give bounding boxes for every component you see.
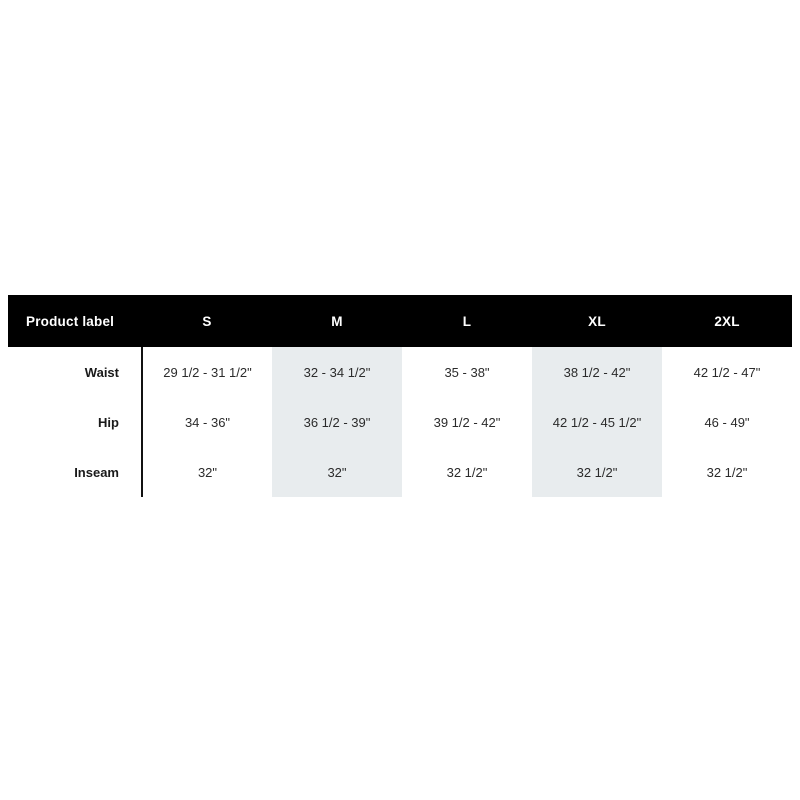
table-row — [8, 347, 792, 397]
cell-inseam-xl: 32 1/2" — [532, 447, 662, 497]
header-row — [8, 295, 792, 347]
cell-hip-m: 36 1/2 - 39" — [272, 397, 402, 447]
table-body — [8, 347, 792, 497]
table-row — [8, 397, 792, 447]
cell-inseam-l: 32 1/2" — [446, 464, 488, 480]
cell-waist-m: 32 - 34 1/2" — [272, 347, 402, 397]
size-chart — [8, 295, 792, 497]
header-size-l: L — [462, 313, 472, 329]
row-label-inseam: Inseam — [8, 447, 142, 497]
header-product-label: Product label — [26, 313, 115, 329]
size-chart-table — [8, 295, 792, 497]
cell-inseam-s: 32" — [197, 464, 218, 480]
cell-hip-l: 39 1/2 - 42" — [433, 414, 501, 430]
cell-waist-s: 29 1/2 - 31 1/2" — [163, 364, 252, 380]
row-label-waist: Waist — [8, 347, 142, 397]
cell-hip-s: 34 - 36" — [184, 414, 231, 430]
header-size-2xl: 2XL — [714, 313, 740, 329]
cell-inseam-m: 32" — [272, 447, 402, 497]
cell-waist-xl: 38 1/2 - 42" — [532, 347, 662, 397]
row-label-hip: Hip — [8, 397, 142, 447]
cell-hip-2xl: 46 - 49" — [704, 414, 750, 430]
header-size-m: M — [331, 313, 343, 329]
cell-waist-2xl: 42 1/2 - 47" — [693, 364, 761, 380]
header-size-s: S — [202, 313, 212, 329]
cell-hip-xl: 42 1/2 - 45 1/2" — [532, 397, 662, 447]
cell-waist-l: 35 - 38" — [444, 364, 490, 380]
cell-inseam-2xl: 32 1/2" — [706, 464, 748, 480]
table-header — [8, 295, 792, 347]
header-size-xl: XL — [588, 313, 606, 329]
table-row — [8, 447, 792, 497]
